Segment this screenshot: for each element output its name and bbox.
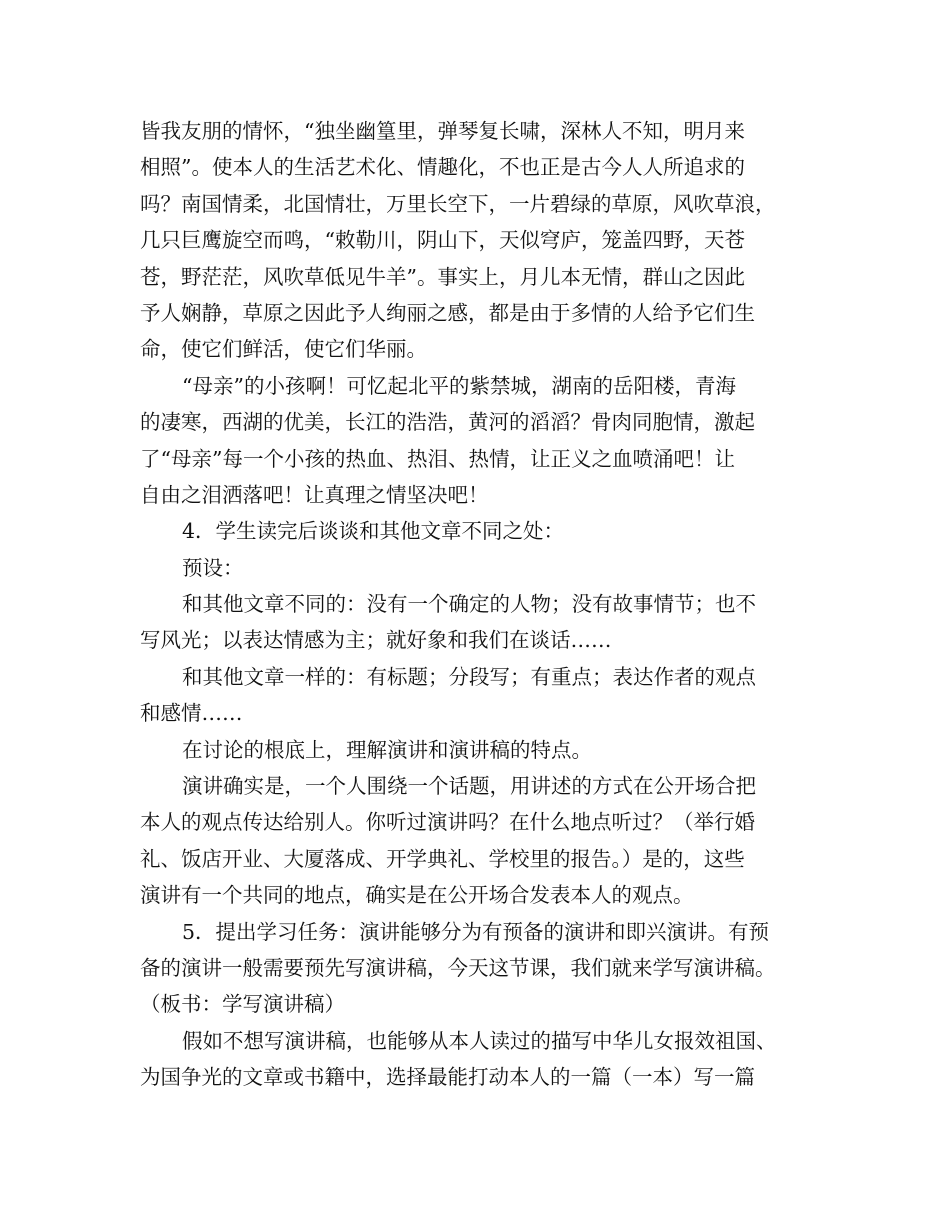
text-line: 相照”。使本人的生活艺术化、情趣化，不也正是古今人人所追求的: [140, 155, 745, 180]
text-line: “母亲”的小孩啊！可忆起北平的紫禁城，湖南的岳阳楼，青海: [182, 373, 736, 398]
text-line: 4．学生读完后谈谈和其他文章不同之处：: [182, 519, 565, 544]
text-line: 5．提出学习任务：演讲能够分为有预备的演讲和即兴演讲。有预: [182, 919, 770, 944]
text-line: 在讨论的根底上，理解演讲和演讲稿的特点。: [182, 737, 592, 762]
text-line: 的凄寒，西湖的优美，长江的浩浩，黄河的滔滔？骨肉同胞情，激起: [140, 410, 755, 435]
text-line: 假如不想写演讲稿，也能够从本人读过的描写中华儿女报效祖国、: [182, 1028, 777, 1053]
text-line: 和其他文章一样的：有标题；分段写；有重点；表达作者的观点: [182, 664, 756, 689]
text-line: 自由之泪洒落吧！让真理之情坚决吧！: [140, 482, 489, 507]
text-line: 苍，野茫茫，风吹草低见牛羊”。事实上，月儿本无情，群山之因此: [140, 264, 745, 289]
document-body: [140, 113, 820, 1096]
text-line: 和其他文章不同的：没有一个确定的人物；没有故事情节；也不: [182, 592, 756, 617]
text-line: （板书：学写演讲稿）: [140, 992, 345, 1017]
text-line: 本人的观点传达给别人。你听过演讲吗？在什么地点听过？（举行婚: [140, 810, 755, 835]
text-line: 皆我友朋的情怀，“独坐幽篁里，弹琴复长啸，深林人不知，明月来: [140, 119, 745, 143]
text-line: 命，使它们鲜活，使它们华丽。: [140, 337, 427, 362]
text-line: 礼、饭店开业、大厦落成、开学典礼、学校里的报告。）是的，这些: [140, 846, 745, 871]
text-line: 演讲有一个共同的地点，确实是在公开场合发表本人的观点。: [140, 883, 694, 908]
text-line: 演讲确实是，一个人围绕一个话题，用讲述的方式在公开场合把: [182, 774, 756, 799]
text-line: 写风光；以表达情感为主；就好象和我们在谈话……: [140, 628, 612, 653]
text-line: 予人娴静，草原之因此予人绚丽之感，都是由于多情的人给予它们生: [140, 300, 755, 325]
text-line: 备的演讲一般需要预先写演讲稿，今天这节课，我们就来学写演讲稿。: [140, 955, 776, 980]
text-line: 和感情……: [140, 701, 243, 726]
text-line: 预设：: [182, 555, 244, 580]
text-line: 了“母亲”每一个小孩的热血、热泪、热情，让正义之血喷涌吧！让: [140, 446, 735, 471]
text-line: 几只巨鹰旋空而鸣，“敕勒川，阴山下，天似穹庐，笼盖四野，天苍: [140, 228, 745, 253]
text-line: 为国争光的文章或书籍中，选择最能打动本人的一篇（一本）写一篇: [140, 1065, 755, 1090]
text-line: 吗？南国情柔，北国情壮，万里长空下，一片碧绿的草原，风吹草浪，: [140, 191, 776, 216]
